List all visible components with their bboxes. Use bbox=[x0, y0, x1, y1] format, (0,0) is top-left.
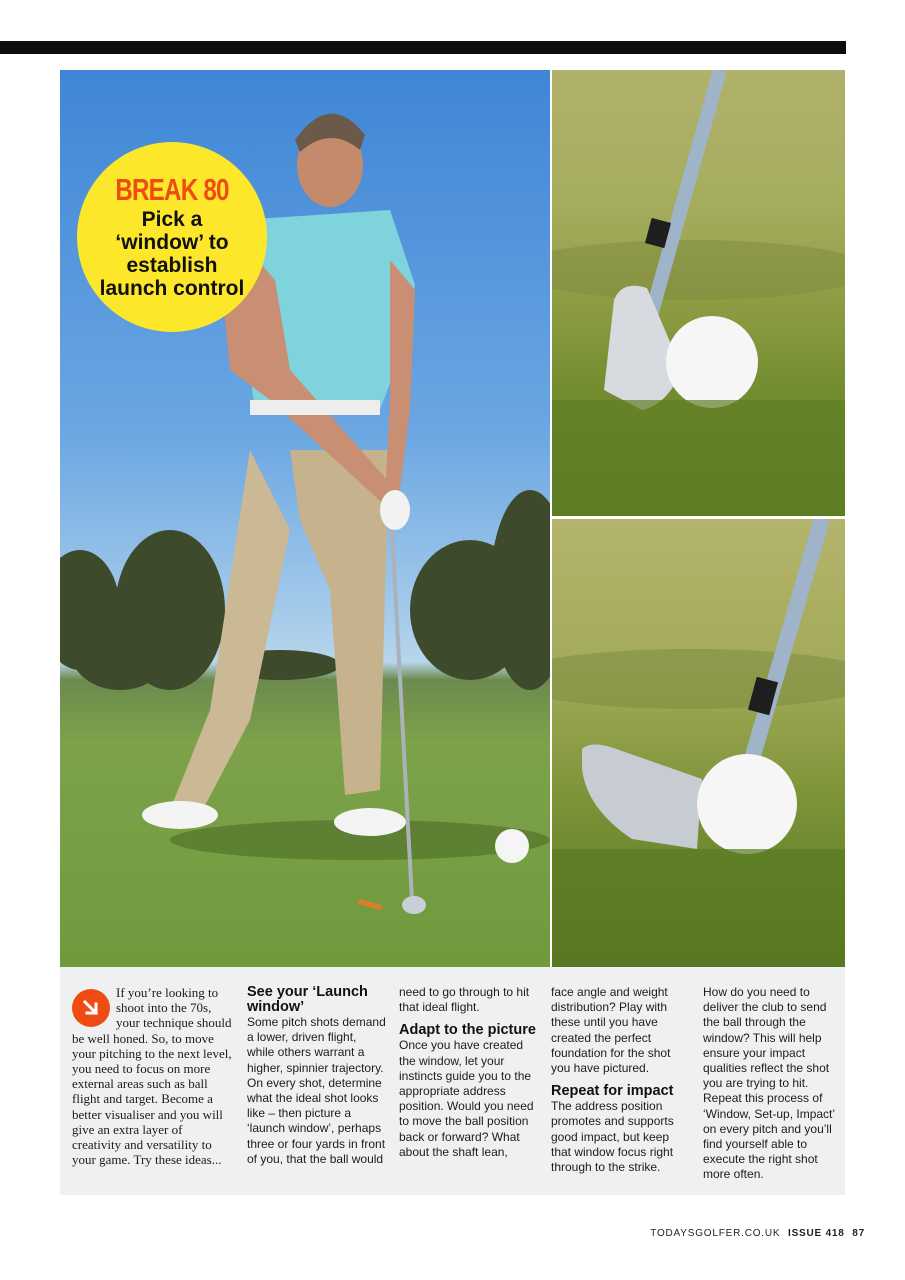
section-text-adapt-cont: face angle and weight distribution? Play with these until you have created the perfect foundation for the shot you have pictured. bbox=[551, 985, 671, 1076]
badge-title: Pick a ‘window’ to establish launch control bbox=[99, 208, 245, 300]
article-column-4 bbox=[551, 985, 691, 1175]
footer-site: TODAYSGOLFER.CO.UK bbox=[650, 1228, 781, 1239]
section-heading-adapt: Adapt to the picture bbox=[399, 1022, 536, 1039]
clubface-closeup-photo-1 bbox=[552, 70, 845, 516]
top-rule bbox=[0, 41, 846, 54]
footer-issue: ISSUE 418 bbox=[787, 1228, 845, 1239]
page-footer bbox=[650, 1228, 865, 1239]
article-column-2 bbox=[247, 985, 387, 1167]
section-text-repeat: The address position promotes and supports good impact, but keep that window focus right through to the strike. bbox=[551, 1099, 674, 1175]
article-text-band bbox=[60, 967, 845, 1195]
section-text-launch-window-cont: need to go through to hit that ideal flight. bbox=[399, 985, 530, 1015]
badge-kicker: BREAK 80 bbox=[115, 172, 229, 207]
break-80-badge bbox=[77, 142, 267, 332]
page-number: 87 bbox=[852, 1228, 865, 1239]
section-text-repeat-cont: How do you need to deliver the club to send the ball through the window? This will help ensure your impact qualities reflect the shot you are trying to hit. Repeat this process of ‘Window, Set-up, Impact’ on every pitch and you’ll find yourself able to execute the right shot more often. bbox=[703, 985, 835, 1182]
intro-paragraph: If you’re looking to shoot into the 70s, your technique should be well honed. So, to move your pitching to the next level, you need to focus on more external areas such as ball flight and target. Become a better visualiser and you will give an extra layer of creativity and versatility to your game. Try these ideas... bbox=[72, 985, 232, 1168]
section-heading-repeat: Repeat for impact bbox=[551, 1083, 674, 1100]
arrow-down-right-icon bbox=[72, 989, 110, 1027]
article-column-3 bbox=[399, 985, 539, 1160]
article-column-1 bbox=[72, 985, 234, 1167]
section-text-launch-window: Some pitch shots demand a lower, driven flight, while others warrant a higher, spinnier trajectory. On every shot, determine what the ideal shot looks like – then picture a ‘launch window’, perhaps three or four yards in front of you, that the ball would bbox=[247, 1015, 386, 1166]
clubface-closeup-photo-2 bbox=[552, 519, 845, 967]
article-column-5 bbox=[703, 985, 838, 1183]
section-heading-launch-window: See your ‘Launch window’ bbox=[247, 984, 368, 1015]
section-text-adapt: Once you have created the window, let your instincts guide you to the appropriate address position. Would you need to move the ball position back or forward? What about the shaft lean, bbox=[399, 1038, 534, 1159]
